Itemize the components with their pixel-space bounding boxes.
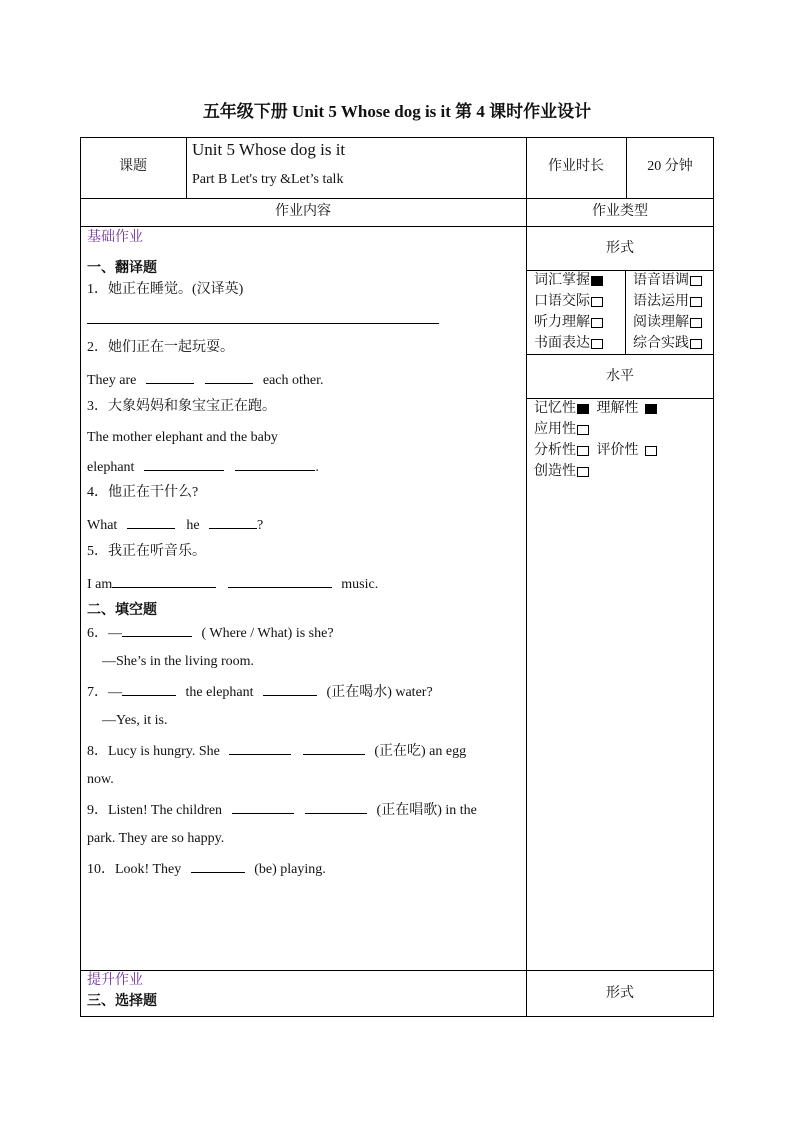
table-border-bottom	[80, 1016, 714, 1017]
table-divider	[526, 137, 527, 1017]
question-2-fill: They are each other.	[87, 373, 324, 388]
checkbox-evaluate[interactable]	[645, 446, 657, 456]
homework-table	[80, 137, 714, 1017]
level-label: 水平	[606, 369, 634, 384]
question-4-fill: What he ?	[87, 518, 264, 533]
checkbox-understand[interactable]	[645, 404, 657, 414]
type-label: 作业类型	[592, 204, 648, 219]
table-divider	[80, 198, 714, 199]
form-option-left	[534, 294, 603, 311]
checkbox-analyze[interactable]	[577, 446, 589, 456]
topic-label: 课题	[119, 159, 147, 174]
question-3: 3．大象妈妈和象宝宝正在跑。	[87, 399, 276, 414]
table-divider	[625, 270, 626, 354]
answer-line-1	[87, 311, 439, 330]
fill-heading: 二、填空题	[87, 603, 157, 618]
form-option-label: 语法运用	[633, 294, 689, 309]
question-7-answer: —Yes, it is.	[102, 713, 168, 728]
section-advanced-label: 提升作业	[87, 973, 143, 988]
advanced-form-label: 形式	[606, 986, 634, 1001]
form-option-checkbox[interactable]	[690, 318, 702, 328]
form-option-right	[633, 273, 702, 290]
question-5-fill: I am music.	[87, 577, 379, 592]
form-option-right	[633, 336, 702, 353]
section-basic-label: 基础作业	[87, 230, 143, 245]
question-3-fill-b: elephant .	[87, 460, 319, 475]
checkbox-apply[interactable]	[577, 425, 589, 435]
time-label: 作业时长	[548, 159, 604, 174]
topic-title: Unit 5 Whose dog is it	[192, 140, 346, 159]
question-2: 2．她们正在一起玩耍。	[87, 340, 234, 355]
form-option-label: 语音语调	[633, 273, 689, 288]
form-option-checkbox[interactable]	[690, 276, 702, 286]
choice-heading: 三、选择题	[87, 994, 157, 1009]
question-8-cont: now.	[87, 772, 114, 787]
form-option-label: 词汇掌握	[534, 273, 590, 288]
question-4: 4．他正在干什么?	[87, 485, 199, 500]
table-divider	[186, 137, 187, 199]
level-memory: 记忆性 理解性	[534, 401, 657, 418]
form-option-left	[534, 273, 603, 290]
form-option-label: 听力理解	[534, 315, 590, 330]
level-analyze: 分析性 评价性	[534, 443, 657, 460]
form-option-right	[633, 294, 702, 311]
checkbox-memory[interactable]	[577, 404, 589, 414]
time-value: 20 分钟	[647, 159, 693, 174]
translate-heading: 一、翻译题	[87, 261, 157, 276]
question-8: 8．Lucy is hungry. She (正在吃) an egg	[87, 744, 467, 759]
form-option-label: 口语交际	[534, 294, 590, 309]
question-1: 1．她正在睡觉。(汉译英)	[87, 282, 244, 297]
checkbox-create[interactable]	[577, 467, 589, 477]
topic-subtitle: Part B Let's try &Let’s talk	[192, 172, 344, 187]
question-5: 5．我正在听音乐。	[87, 544, 206, 559]
content-label: 作业内容	[275, 204, 331, 219]
form-option-checkbox[interactable]	[690, 297, 702, 307]
question-9-cont: park. They are so happy.	[87, 831, 225, 846]
page-title: 五年级下册 Unit 5 Whose dog is it 第 4 课时作业设计	[202, 102, 592, 121]
form-option-checkbox[interactable]	[591, 297, 603, 307]
table-divider	[526, 270, 714, 271]
table-border-top	[80, 137, 714, 138]
form-option-checkbox[interactable]	[591, 339, 603, 349]
table-border-right	[713, 137, 714, 1017]
level-apply: 应用性	[534, 422, 589, 439]
table-divider	[80, 226, 714, 227]
question-6-answer: —She’s in the living room.	[102, 654, 255, 669]
question-6: 6．— ( Where / What) is she?	[87, 626, 334, 641]
question-3-fill-a: The mother elephant and the baby	[87, 430, 278, 445]
form-option-left	[534, 315, 603, 332]
question-7: 7．— the elephant (正在喝水) water?	[87, 685, 433, 700]
form-label: 形式	[606, 241, 634, 256]
level-create: 创造性	[534, 464, 589, 481]
form-option-left	[534, 336, 603, 353]
table-divider	[526, 354, 714, 355]
form-option-label: 阅读理解	[633, 315, 689, 330]
form-option-label: 书面表达	[534, 336, 590, 351]
form-option-label: 综合实践	[633, 336, 689, 351]
form-option-checkbox[interactable]	[690, 339, 702, 349]
table-border-left	[80, 137, 81, 1017]
form-option-checkbox[interactable]	[591, 318, 603, 328]
table-divider	[526, 398, 714, 399]
question-9: 9．Listen! The children (正在唱歌) in the	[87, 803, 477, 818]
form-option-checkbox[interactable]	[591, 276, 603, 286]
table-divider	[80, 970, 714, 971]
question-10: 10．Look! They (be) playing.	[87, 862, 326, 877]
form-option-right	[633, 315, 702, 332]
